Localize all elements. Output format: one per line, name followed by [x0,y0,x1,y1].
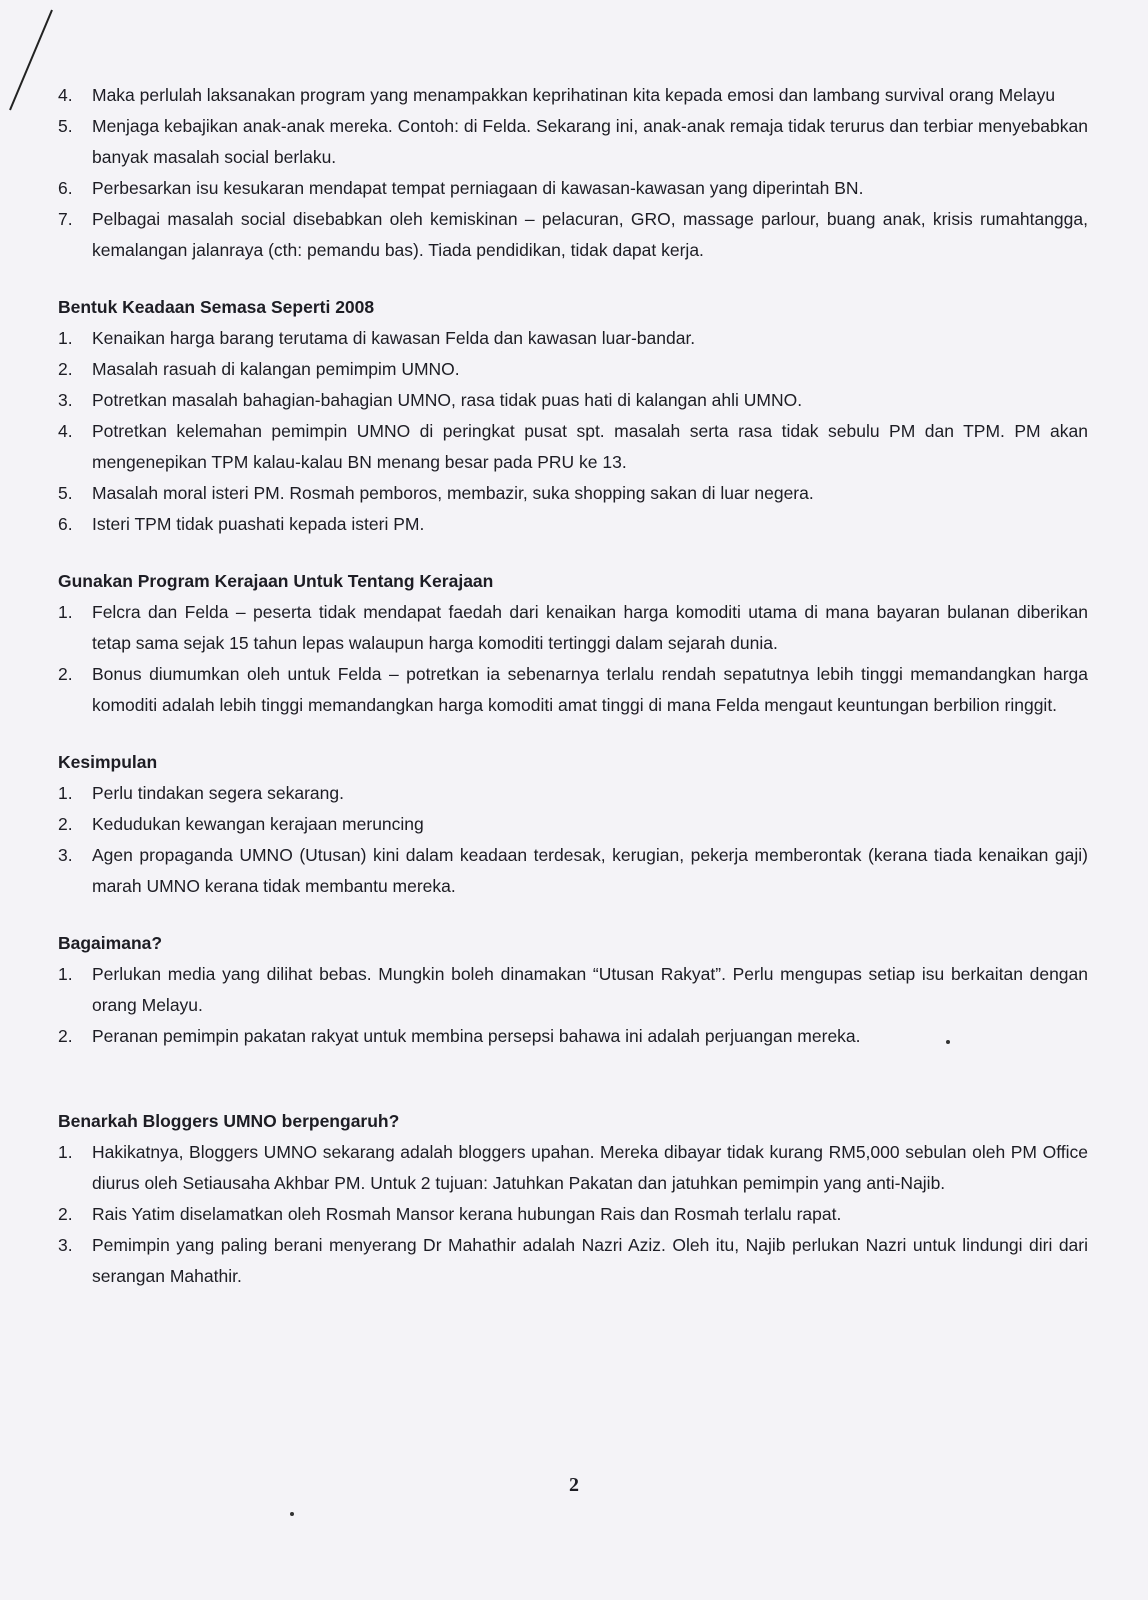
list-number: 4. [58,85,73,105]
section-list [58,1137,1088,1292]
list-text: Perlukan media yang dilihat bebas. Mungkin boleh dinamakan “Utusan Rakyat”. Perlu mengupas setiap isu berkaitan dengan orang Melayu. [92,964,1088,1015]
list-number: 2. [58,1204,73,1224]
list-item [58,323,1088,354]
section-bloggers-umno [58,1106,1088,1292]
list-item [58,478,1088,509]
list-number: 1. [58,602,73,622]
list-text: Rais Yatim diselamatkan oleh Rosmah Mansor kerana hubungan Rais dan Rosmah terlalu rapat. [92,1204,842,1224]
scan-speck [290,1512,294,1516]
section-bagaimana [58,928,1088,1052]
list-number: 6. [58,178,73,198]
intro-section [58,80,1088,266]
list-item [58,809,1088,840]
list-number: 3. [58,390,73,410]
section-list [58,959,1088,1052]
list-item [58,659,1088,721]
list-number: 1. [58,328,73,348]
section-heading: Bentuk Keadaan Semasa Seperti 2008 [58,297,375,317]
list-text: Kenaikan harga barang terutama di kawasan Felda dan kawasan luar-bandar. [92,328,696,348]
section-heading: Bagaimana? [58,933,163,953]
list-text: Pelbagai masalah social disebabkan oleh kemiskinan – pelacuran, GRO, massage parlour, buang anak, krisis rumahtangga, kemalangan jalanraya (cth: pemandu bas). Tiada pendidikan, tidak dapat kerja. [92,209,1088,260]
list-item [58,1021,1088,1052]
list-number: 5. [58,116,73,136]
list-text: Hakikatnya, Bloggers UMNO sekarang adalah bloggers upahan. Mereka dibayar tidak kurang RM5,000 sebulan oleh PM Office diurus oleh Setiausaha Akhbar PM. Untuk 2 tujuan: Jatuhkan Pakatan dan jatuhkan pemimpin yang anti-Najib. [92,1142,1088,1193]
list-item [58,80,1088,111]
document-body [58,80,1088,1292]
list-item [58,204,1088,266]
list-number: 1. [58,783,73,803]
list-item [58,385,1088,416]
section-heading: Gunakan Program Kerajaan Untuk Tentang Kerajaan [58,571,494,591]
list-text: Kedudukan kewangan kerajaan meruncing [92,814,424,834]
list-text: Potretkan masalah bahagian-bahagian UMNO, rasa tidak puas hati di kalangan ahli UMNO. [92,390,803,410]
list-item [58,509,1088,540]
list-number: 4. [58,421,73,441]
list-item [58,173,1088,204]
section-heading: Benarkah Bloggers UMNO berpengaruh? [58,1111,400,1131]
list-text: Masalah moral isteri PM. Rosmah pemboros, membazir, suka shopping sakan di luar negera. [92,483,814,503]
list-text: Isteri TPM tidak puashati kepada isteri PM. [92,514,425,534]
list-text: Perlu tindakan segera sekarang. [92,783,344,803]
list-text: Agen propaganda UMNO (Utusan) kini dalam keadaan terdesak, kerugian, pekerja memberontak (kerana tiada kenaikan gaji) marah UMNO kerana tidak membantu mereka. [92,845,1088,896]
section-list [58,323,1088,540]
section-heading: Kesimpulan [58,752,158,772]
section-list [58,597,1088,721]
list-number: 6. [58,514,73,534]
list-item [58,778,1088,809]
list-text: Pemimpin yang paling berani menyerang Dr Mahathir adalah Nazri Aziz. Oleh itu, Najib perlukan Nazri untuk lindungi diri dari serangan Mahathir. [92,1235,1088,1286]
list-text: Menjaga kebajikan anak-anak mereka. Contoh: di Felda. Sekarang ini, anak-anak remaja tidak terurus dan terbiar menyebabkan banyak masalah social berlaku. [92,116,1088,167]
list-number: 1. [58,1142,73,1162]
list-text: Maka perlulah laksanakan program yang menampakkan keprihatinan kita kepada emosi dan lambang survival orang Melayu [92,85,1056,105]
section-list [58,778,1088,902]
list-text: Bonus diumumkan oleh untuk Felda – potretkan ia sebenarnya terlalu rendah sepatutnya lebih tinggi memandangkan harga komoditi adalah lebih tinggi memandangkan harga komoditi amat tinggi di mana Felda mengaut keuntungan berbilion ringgit. [92,664,1088,715]
list-number: 3. [58,1235,73,1255]
list-text: Masalah rasuah di kalangan pemimpim UMNO. [92,359,460,379]
list-number: 2. [58,664,73,684]
list-number: 2. [58,359,73,379]
list-item [58,416,1088,478]
list-number: 7. [58,209,73,229]
list-item [58,959,1088,1021]
list-text: Peranan pemimpin pakatan rakyat untuk membina persepsi bahawa ini adalah perjuangan mereka. [92,1026,861,1046]
intro-list [58,80,1088,266]
list-text: Potretkan kelemahan pemimpin UMNO di peringkat pusat spt. masalah serta rasa tidak sebulu PM dan TPM. PM akan mengenepikan TPM kalau-kalau BN menang besar pada PRU ke 13. [92,421,1088,472]
pen-stroke-mark [4,6,64,116]
section-keadaan-semasa [58,292,1088,540]
list-text: Perbesarkan isu kesukaran mendapat tempat perniagaan di kawasan-kawasan yang diperintah BN. [92,178,864,198]
list-number: 2. [58,1026,73,1046]
list-item [58,840,1088,902]
list-item [58,111,1088,173]
list-item [58,1137,1088,1199]
page-number: 2 [569,1474,579,1496]
section-kesimpulan [58,747,1088,902]
section-program-kerajaan [58,566,1088,721]
list-number: 3. [58,845,73,865]
list-item [58,1199,1088,1230]
list-number: 1. [58,964,73,984]
list-item [58,597,1088,659]
list-item [58,1230,1088,1292]
list-number: 5. [58,483,73,503]
list-number: 2. [58,814,73,834]
list-text: Felcra dan Felda – peserta tidak mendapat faedah dari kenaikan harga komoditi utama di mana bayaran bulanan diberikan tetap sama sejak 15 tahun lepas walaupun harga komoditi tertinggi dalam sejarah dunia. [92,602,1088,653]
list-item [58,354,1088,385]
